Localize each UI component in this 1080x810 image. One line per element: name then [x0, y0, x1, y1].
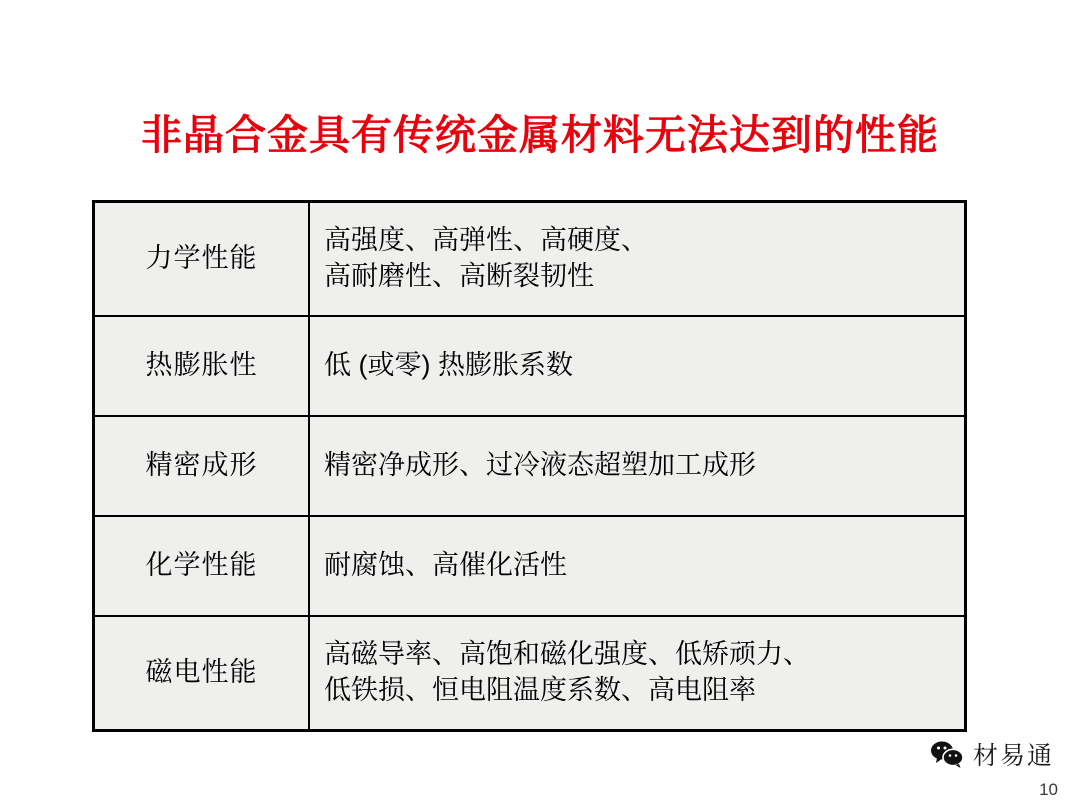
- value-line: 高磁导率、高饱和磁化强度、低矫顽力、: [324, 639, 810, 670]
- page-title: 非晶合金具有传统金属材料无法达到的性能: [141, 112, 939, 158]
- table-row: [94, 316, 966, 416]
- row-category-mechanical: 力学性能: [94, 202, 310, 317]
- row-value-forming: [309, 416, 966, 516]
- row-category-chemical: 化学性能: [94, 516, 310, 616]
- page-number: 10: [1039, 780, 1058, 799]
- row-category-thermal: 热膨胀性: [94, 316, 310, 416]
- value-line: 高耐磨性、高断裂韧性: [324, 261, 594, 291]
- value-line: 低 (或零) 热膨胀系数: [324, 350, 573, 381]
- properties-table-container: [92, 200, 967, 732]
- table-row: [94, 616, 966, 731]
- properties-table: [92, 200, 967, 732]
- row-value-mechanical: [309, 202, 966, 317]
- logo-text: 材易通: [972, 743, 1054, 770]
- row-category-magnetoelectric: 磁电性能: [94, 616, 310, 731]
- table-row: [94, 416, 966, 516]
- wechat-icon: [930, 740, 964, 768]
- value-line: 精密净成形、过冷液态超塑加工成形: [324, 450, 756, 481]
- row-value-chemical: [309, 516, 966, 616]
- table-row: [94, 202, 966, 317]
- value-line: 高强度、高弹性、高硬度、: [324, 225, 648, 256]
- row-value-thermal: [309, 316, 966, 416]
- footer-logo: [930, 736, 1054, 772]
- value-line: 耐腐蚀、高催化活性: [324, 550, 567, 581]
- row-category-forming: 精密成形: [94, 416, 310, 516]
- row-value-magnetoelectric: [309, 616, 966, 731]
- value-line: 低铁损、恒电阻温度系数、高电阻率: [324, 675, 756, 705]
- table-row: [94, 516, 966, 616]
